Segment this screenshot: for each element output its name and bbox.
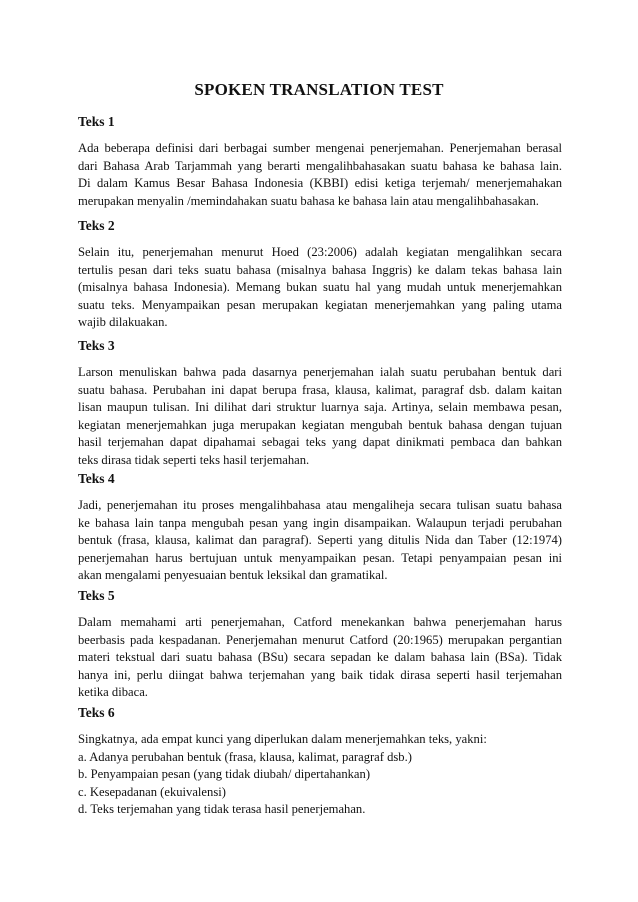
paragraph-line: ke bahasa lain tanpa mengubah pesan yang ingin disampaikan. Walaupun terjadi perubahan	[78, 515, 562, 530]
list-intro: Singkatnya, ada empat kunci yang diperlukan dalam menerjemahkan teks, yakni:	[78, 732, 487, 746]
section-heading: Teks 3	[78, 338, 115, 353]
paragraph-line: wajib dilakuakan.	[78, 315, 168, 330]
paragraph-line: hanya ini, perlu diingat bahwa terjemahan yang baik tidak dirasa seperti hasil terjemahan	[78, 667, 562, 682]
paragraph-line: Ada beberapa definisi dari berbagai sumber mengenai penerjemahan. Penerjemahan berasal	[78, 141, 562, 155]
list-item: a. Adanya perubahan bentuk (frasa, klausa, kalimat, paragraf dsb.)	[78, 749, 412, 764]
paragraph-line: Dalam memahami arti penerjemahan, Catford menekankan bahwa penerjemahan harus	[78, 615, 562, 629]
section-heading: Teks 1	[78, 114, 115, 129]
paragraph-line: kegiatan menerjemahkan juga merupakan kegiatan mengubah bentuk bahasa dengan tujuan	[78, 417, 562, 432]
paragraph-line: Jadi, penerjemahan itu proses mengalihbahasa atau mengaliheja secara tulisan suatu bahasa	[78, 498, 562, 512]
paragraph-line: materi tekstual dari suatu bahasa (BSu) secara sepadan ke dalam bahasa lain (BSa). Tidak	[78, 650, 562, 665]
list-item: d. Teks terjemahan yang tidak terasa hasil penerjemahan.	[78, 802, 366, 817]
paragraph-line: suatu teks. Menyampaikan pesan merupakan kegiatan menerjemahkan yang paling utama	[78, 297, 562, 312]
paragraph-line: beerbasis pada kespadanan. Penerjemahan menurut Catford (20:1965) merupakan pergantian	[78, 632, 562, 647]
list-item: c. Kesepadanan (ekuivalensi)	[78, 784, 226, 799]
paragraph-line: Di dalam Kamus Besar Bahasa Indonesia (KBBI) edisi ketiga terjemah/ menerjemahakan	[78, 176, 562, 191]
paragraph-line: akan mengalami penyesuaian bentuk leksikal dan gramatikal.	[78, 568, 388, 583]
document-title: SPOKEN TRANSLATION TEST	[194, 80, 444, 99]
key-points-list	[78, 731, 562, 819]
paragraph-line: hasil terjemahan dapat dipahamai sebagai teks yang dapat dinikmati pembaca dan bahkan	[78, 435, 562, 450]
section-paragraph	[78, 140, 562, 210]
paragraph-line: merupakan menyalin /memindahakan suatu bahasa ke bahasa lain atau mengalihbahasakan.	[78, 193, 539, 208]
paragraph-line: bentuk (frasa, klausa, kalimat dan paragraf). Seperti yang ditulis Nida dan Taber (12:1974)	[78, 533, 562, 548]
paragraph-line: lisan maupun tulisan. Ini dilihat dari struktur luarnya saja. Artinya, selain membawa pesan,	[78, 400, 562, 415]
paragraph-line: teks dirasa tidak seperti teks hasil terjemahan.	[78, 452, 310, 467]
section-paragraph	[78, 244, 562, 332]
paragraph-line: penerjemahan harus bertujuan untuk menyampaikan pesan. Tetapi penyampaian pesan ini	[78, 550, 562, 565]
section-paragraph	[78, 497, 562, 585]
paragraph-line: dari Bahasa Arab Tarjammah yang berarti mengalihbahasakan suatu bahasa ke bahasa lain.	[78, 158, 562, 173]
list-item: b. Penyampaian pesan (yang tidak diubah/ dipertahankan)	[78, 767, 371, 782]
paragraph-line: suatu bahasa. Perubahan ini dapat berupa frasa, klausa, kalimat, paragraf dsb. dalam kaitan	[78, 382, 562, 397]
section-heading: Teks 2	[78, 218, 115, 233]
section-paragraph	[78, 614, 562, 702]
section-heading: Teks 6	[78, 705, 115, 720]
paragraph-line: (misalnya bahasa Indonesia). Memang bukan suatu hal yang mudah untuk menerjemahkan	[78, 280, 562, 295]
section-heading: Teks 5	[78, 588, 115, 603]
paragraph-line: ketika dibaca.	[78, 685, 148, 700]
paragraph-line: Selain itu, penerjemahan menurut Hoed (23:2006) adalah kegiatan mengalihkan secara	[78, 245, 562, 259]
paragraph-line: Larson menuliskan bahwa pada dasarnya penerjemahan ialah suatu perubahan bentuk dari	[78, 365, 562, 379]
paragraph-line: tertulis pesan dari teks suatu bahasa (misalnya bahasa Inggris) ke dalam tekas bahasa lain	[78, 262, 562, 277]
section-heading: Teks 4	[78, 471, 115, 486]
section-paragraph	[78, 364, 562, 470]
